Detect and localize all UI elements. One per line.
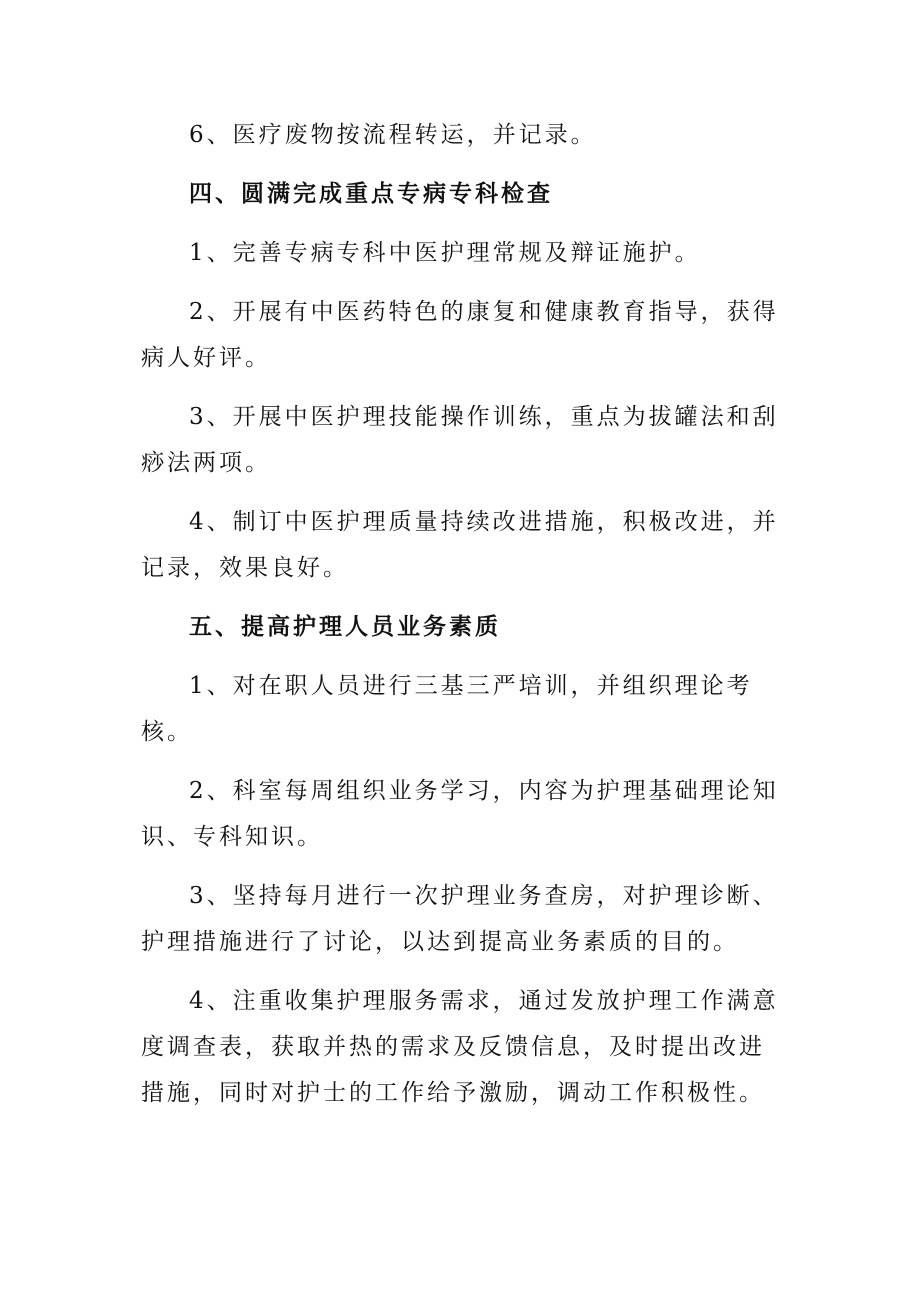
paragraph-service-feedback: 4、注重收集护理服务需求，通过发放护理工作满意度调查表，获取并热的需求及反馈信息，及时提出改进措施，同时对护士的工作给予激励，调动工作积极性。 xyxy=(141,988,779,1106)
document-body xyxy=(141,112,781,1129)
paragraph-weekly-study: 2、科室每周组织业务学习，内容为护理基础理论知识、专科知识。 xyxy=(141,778,779,850)
paragraph-staff-training: 1、对在职人员进行三基三严培训，并组织理论考核。 xyxy=(141,673,753,745)
paragraph-specialty-nursing-routine: 1、完善专病专科中医护理常规及辩证施护。 xyxy=(189,240,701,266)
paragraph-waste-transport: 6、医疗废物按流程转运，并记录。 xyxy=(189,122,597,148)
paragraph-monthly-rounds: 3、坚持每月进行一次护理业务查房，对护理诊断、护理措施进行了讨论，以达到提高业务素质的目的。 xyxy=(141,883,779,955)
paragraph-quality-improvement: 4、制订中医护理质量持续改进措施，积极改进，并记录，效果良好。 xyxy=(141,509,779,581)
paragraph-rehab-education: 2、开展有中医药特色的康复和健康教育指导，获得病人好评。 xyxy=(141,299,779,371)
paragraph-skill-training: 3、开展中医护理技能操作训练，重点为拔罐法和刮痧法两项。 xyxy=(141,404,779,476)
section-heading-specialty-inspection: 四、圆满完成重点专病专科检查 xyxy=(189,181,553,207)
section-heading-staff-quality: 五、提高护理人员业务素质 xyxy=(189,614,501,640)
